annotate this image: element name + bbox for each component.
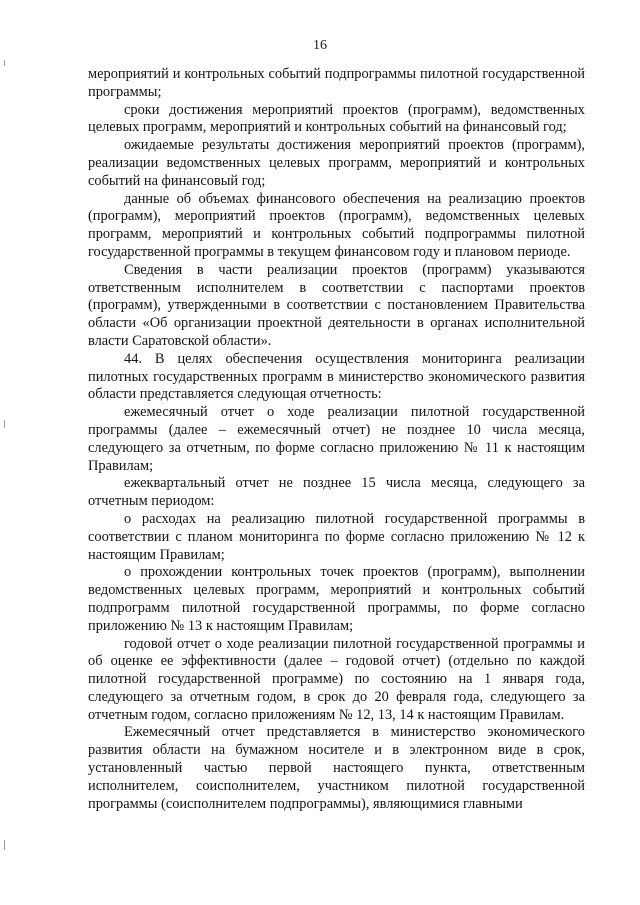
paragraph: 44. В целях обеспечения осуществления мониторинга реализации пилотных государственных программ в министерство экономического развития области представляется следующая отчетность:: [88, 350, 585, 403]
paragraph: данные об объемах финансового обеспечения на реализацию проектов (программ), мероприятий проектов (программ), ведомственных целевых программ, мероприятий и контрольных событий подпрограммы пилотной государственной программы в текущем финансовом году и плановом периоде.: [88, 190, 585, 260]
paragraph: сроки достижения мероприятий проектов (программ), ведомственных целевых программ, мероприятий и контрольных событий на финансовый год;: [88, 101, 585, 136]
scan-edge-mark: [4, 420, 5, 428]
paragraph: о прохождении контрольных точек проектов (программ), выполнении ведомственных целевых программ, мероприятий и контрольных событий подпрограмм пилотной государственной программы, по форме согласно приложению № 13 к настоящим Правилам;: [88, 564, 585, 634]
paragraph: о расходах на реализацию пилотной государственной программы в соответствии с планом мониторинга по форме согласно приложению № 12 к настоящим Правилам;: [88, 510, 585, 563]
scan-edge-mark: [4, 60, 5, 66]
paragraph: мероприятий и контрольных событий подпрограммы пилотной государственной программы;: [88, 66, 585, 100]
document-body: [88, 66, 585, 813]
paragraph: ежемесячный отчет о ходе реализации пилотной государственной программы (далее – ежемесячный отчет) не позднее 10 числа месяца, следующего за отчетным, по форме согласно приложению № 11 к настоящим Правилам;: [88, 404, 585, 474]
paragraph: ежеквартальный отчет не позднее 15 числа месяца, следующего за отчетным периодом:: [88, 475, 585, 510]
paragraph: годовой отчет о ходе реализации пилотной государственной программы и об оценке ее эффективности (далее – годовой отчет) (отдельно по каждой пилотной государственной программе) по состоянию на 1 января года, следующего за отчетным годом, в срок до 20 февраля года, следующего за отчетным годом, согласно приложениям № 12, 13, 14 к настоящим Правилам.: [88, 635, 585, 723]
paragraph: Сведения в части реализации проектов (программ) указываются ответственным исполнителем в соответствии с паспортами проектов (программ), утвержденными в соответствии с постановлением Правительства области «Об организации проектной деятельности в органах исполнительной власти Саратовской области».: [88, 261, 585, 349]
scan-edge-mark: [4, 840, 5, 850]
paragraph: ожидаемые результаты достижения мероприятий проектов (программ), реализации ведомственных целевых программ, мероприятий и контрольных событий на финансовый год;: [88, 137, 585, 189]
paragraph: Ежемесячный отчет представляется в министерство экономического развития области на бумажном носителе и в электронном виде в срок, установленный частью первой настоящего пункта, ответственным исполнителем, соисполнителем, участником пилотной государственной программы (соисполнителем подпрограммы), являющимися главными: [88, 724, 585, 812]
page-number: 16: [313, 38, 327, 53]
